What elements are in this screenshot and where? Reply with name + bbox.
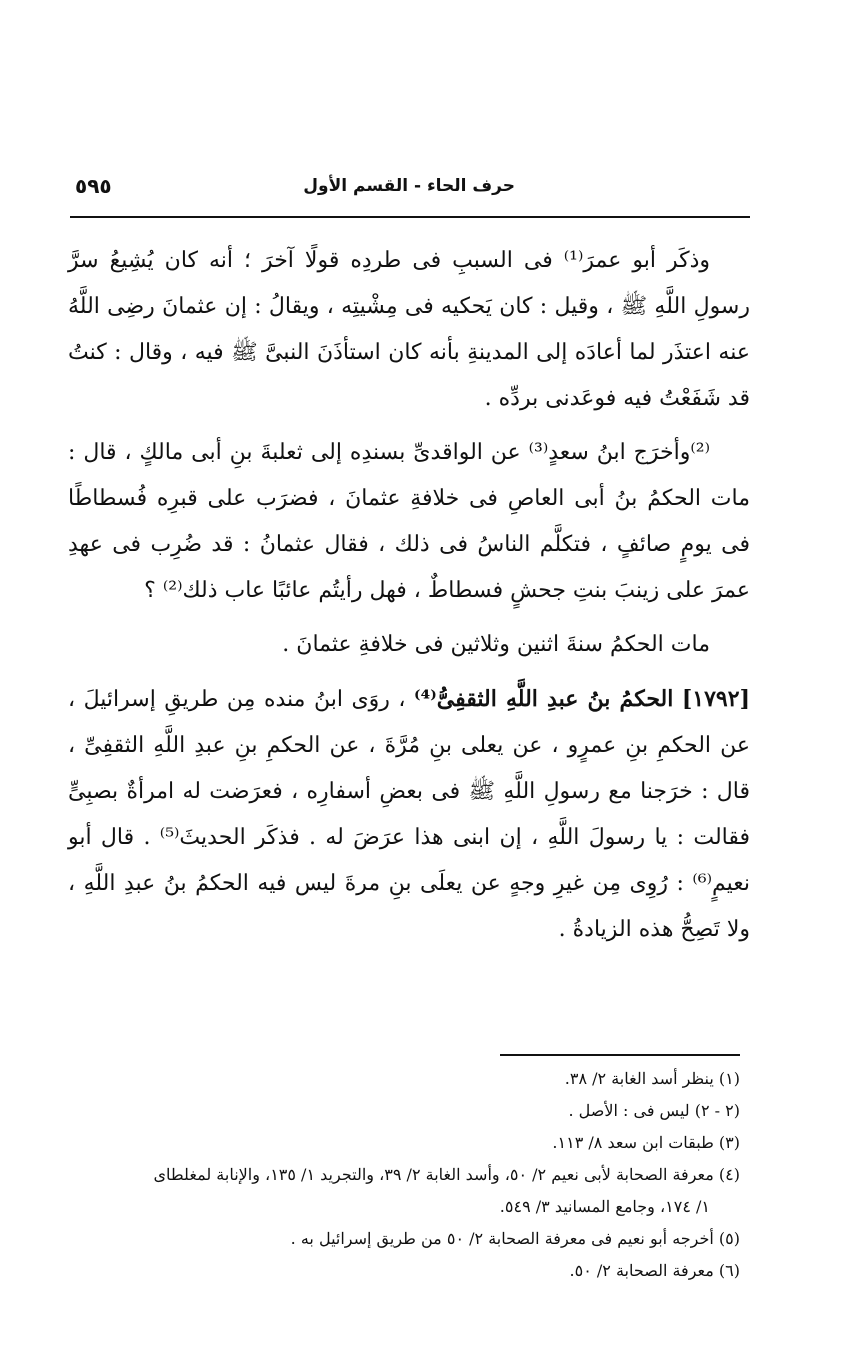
paragraph-3: مات الحكمُ سنةَ اثنين وثلاثين فى خلافةِ عثمانَ . bbox=[282, 632, 710, 657]
page-number: ٥٩٥ bbox=[75, 174, 112, 198]
footnotes bbox=[60, 1064, 740, 1288]
footnote-4: (٤) معرفة الصحابة لأبى نعيم ٢/ ٥٠، وأسد الغابة ٢/ ٣٩، والتجريد ١/ ١٣٥، والإنابة لمغلطاى bbox=[153, 1165, 740, 1184]
main-text bbox=[68, 238, 750, 961]
footnote-divider bbox=[500, 1054, 740, 1056]
footnote-4-continuation: ١/ ١٧٤، وجامع المسانيد ٣/ ٥٤٩. bbox=[499, 1197, 710, 1216]
page-header bbox=[70, 170, 750, 218]
running-title: حرف الحاء - القسم الأول bbox=[303, 176, 515, 196]
paragraph-2: ⁽²⁾وأخرَج ابنُ سعدٍ⁽³⁾ عن الواقدىِّ بسندِه إلى ثعلبةَ بنِ أبى مالكٍ ، قال : مات الحكمُ بنُ أبى العاصِ فى خلافةِ عثمانَ ، فضرَب على قبرِه فُسطاطًا فى يومٍ صائفٍ ، فتكلَّم الناسُ فى ذلك ، فقال عثمانُ : قد ضُرِب فى عهدِ عمرَ على زينبَ بنتِ جحشٍ فسطاطٌ ، فهل رأيتُم عائبًا عاب ذلك⁽²⁾ ؟ bbox=[68, 440, 750, 603]
footnote-3: (٣) طبقات ابن سعد ٨/ ١١٣. bbox=[552, 1133, 740, 1152]
footnote-6: (٦) معرفة الصحابة ٢/ ٥٠. bbox=[569, 1261, 740, 1280]
footnote-1: (١) ينظر أسد الغابة ٢/ ٣٨. bbox=[564, 1069, 740, 1088]
paragraph-1: وذكَر أبو عمرَ⁽¹⁾ فى السببِ فى طردِه قولًا آخرَ ؛ أنه كان يُشِيعُ سرَّ رسولِ اللَّهِ ﷺ ، وقيل : كان يَحكيه فى مِشْيتِه ، ويقالُ : إن عثمانَ رضِى اللَّهُ عنه اعتذَر لما أعادَه إلى المدينةِ بأنه كان استأذَنَ النبىَّ ﷺ فيه ، وقال : كنتُ قد شَفَعْتُ فيه فوعَدنى بردِّه . bbox=[68, 248, 750, 411]
entry-heading: الحكمُ بنُ عبدِ اللَّهِ الثقفِىُّ⁽⁴⁾ bbox=[414, 686, 674, 712]
entry-text: ، روَى ابنُ منده مِن طريقِ إسرائيلَ ، عن الحكمِ بنِ عمرٍو ، عن يعلى بنِ مُرَّةَ ، عن الحكمِ بنِ عبدِ اللَّهِ الثقفِىِّ ، قال : خرَجنا مع رسولِ اللَّهِ ﷺ فى بعضِ أسفارِه ، فعرَضت له امرأةٌ بصبِىٍّ فقالت : يا رسولَ اللَّهِ ، إن ابنى هذا عرَضَ له . فذكَر الحديثَ⁽⁵⁾ . قال أبو نعيمٍ⁽⁶⁾ : رُوِى مِن غيرِ وجهٍ عن يعلَى بنِ مرةَ ليس فيه الحكمُ بنُ عبدِ اللَّهِ ، ولا تَصِحُّ هذه الزيادةُ . bbox=[68, 687, 751, 942]
footnote-5: (٥) أخرجه أبو نعيم فى معرفة الصحابة ٢/ ٥٠ من طريق إسرائيل به . bbox=[290, 1229, 740, 1248]
entry-number: [١٧٩٢] bbox=[681, 686, 750, 712]
footnote-2: (٢ - ٢) ليس فى : الأصل . bbox=[568, 1101, 740, 1120]
entry-1792 bbox=[68, 676, 750, 953]
